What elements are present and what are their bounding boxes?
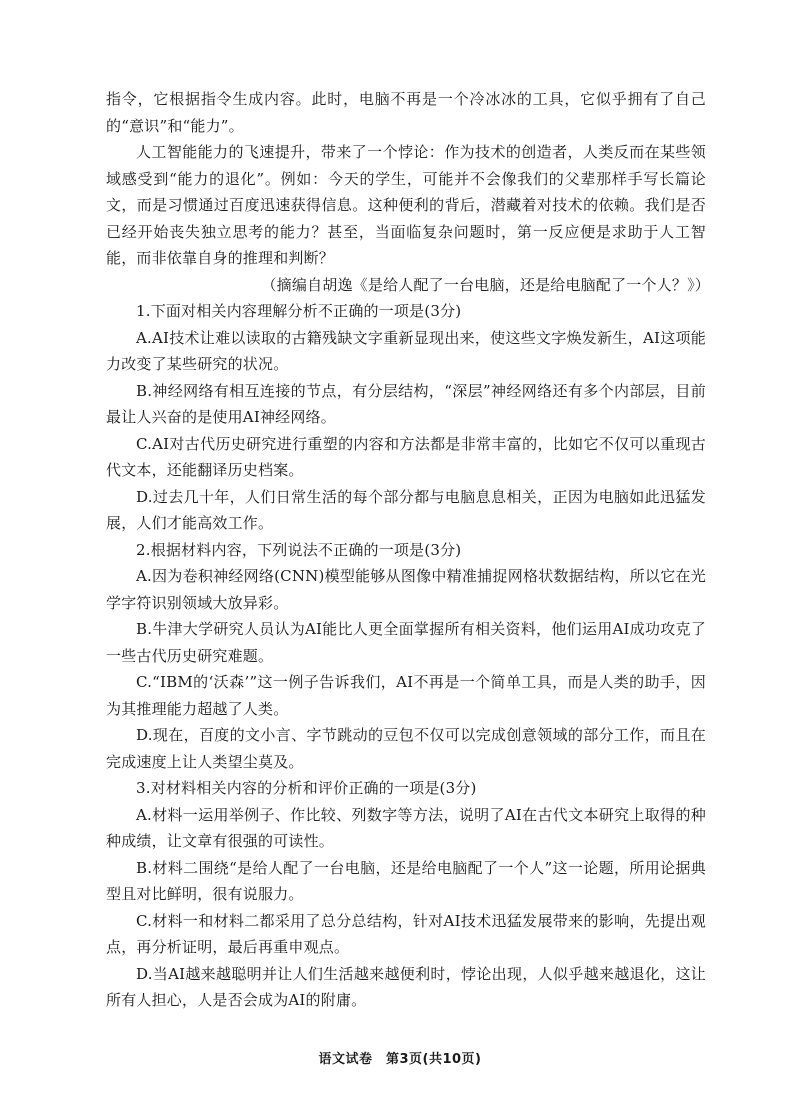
question-option-a: A.因为卷积神经网络(CNN)模型能够从图像中精准捕捉网格状数据结构，所以它在光学字符识别领域大放异彩。 (106, 567, 706, 612)
question-1 (106, 298, 706, 537)
passage-source-citation: （摘编自胡逸《是给人配了一台电脑，还是给电脑配了一个人？》） (261, 275, 710, 294)
question-option-b: B.神经网络有相互连接的节点，有分层结构，“深层”神经网络还有多个内部层，目前最让人兴奋的是使用AI神经网络。 (106, 381, 706, 426)
question-option-b: B.牛津大学研究人员认为AI能比人更全面掌握所有相关资料，他们运用AI成功攻克了一些古代历史研究难题。 (106, 620, 706, 665)
question-option-c: C.材料一和材料二都采用了总分总结构，针对AI技术迅猛发展带来的影响，先提出观点，再分析证明，最后再重申观点。 (106, 911, 706, 956)
question-2 (106, 537, 706, 776)
page-footer: 语文试卷 第3页(共10页) (318, 1052, 482, 1067)
question-option-c: C.“IBM的‘沃森’”这一例子告诉我们，AI不再是一个简单工具，而是人类的助手，因为其推理能力超越了人类。 (106, 673, 706, 718)
question-option-c: C.AI对古代历史研究进行重塑的内容和方法都是非常丰富的，比如它不仅可以重现古代文本，还能翻译历史档案。 (106, 434, 706, 479)
question-option-a: A.材料一运用举例子、作比较、列数字等方法，说明了AI在古代文本研究上取得的种种成绩，让文章有很强的可读性。 (106, 805, 706, 850)
passage-paragraph-continued: 指令，它根据指令生成内容。此时，电脑不再是一个冷冰冰的工具，它似乎拥有了自己的“意识”和“能力”。 (106, 90, 706, 135)
question-3 (106, 775, 706, 1014)
question-option-d: D.当AI越来越聪明并让人们生活越来越便利时，悖论出现，人似乎越来越退化，这让所有人担心，人是否会成为AI的附庸。 (106, 964, 706, 1009)
question-option-d: D.过去几十年，人们日常生活的每个部分都与电脑息息相关，正因为电脑如此迅猛发展，人们才能高效工作。 (106, 487, 706, 532)
question-stem: 2.根据材料内容，下列说法不正确的一项是(3分) (136, 540, 462, 559)
exam-page-body (106, 86, 710, 1014)
question-option-a: A.AI技术让难以读取的古籍残缺文字重新显现出来，使这些文字焕发新生，AI这项能力改变了某些研究的状况。 (106, 328, 706, 373)
question-stem: 1.下面对相关内容理解分析不正确的一项是(3分) (136, 302, 462, 320)
question-option-b: B.材料二围绕“是给人配了一台电脑，还是给电脑配了一个人”这一论题，所用论据典型且对比鲜明，很有说服力。 (106, 858, 706, 903)
question-stem: 3.对材料相关内容的分析和评价正确的一项是(3分) (136, 779, 477, 797)
question-option-d: D.现在，百度的文小言、字节跳动的豆包不仅可以完成创意领域的部分工作，而且在完成速度上让人类望尘莫及。 (106, 726, 706, 771)
passage-paragraph-paradox: 人工智能能力的飞速提升，带来了一个悖论：作为技术的创造者，人类反而在某些领域感受到“能力的退化”。例如：今天的学生，可能并不会像我们的父辈那样手写长篇论文，而是习惯通过百度迅速获得信息。这种便利的背后，潜藏着对技术的依赖。我们是否已经开始丧失独立思考的能力？甚至，当面临复杂问题时，第一反应便是求助于人工智能，而非依靠自身的推理和判断？ (106, 143, 706, 267)
